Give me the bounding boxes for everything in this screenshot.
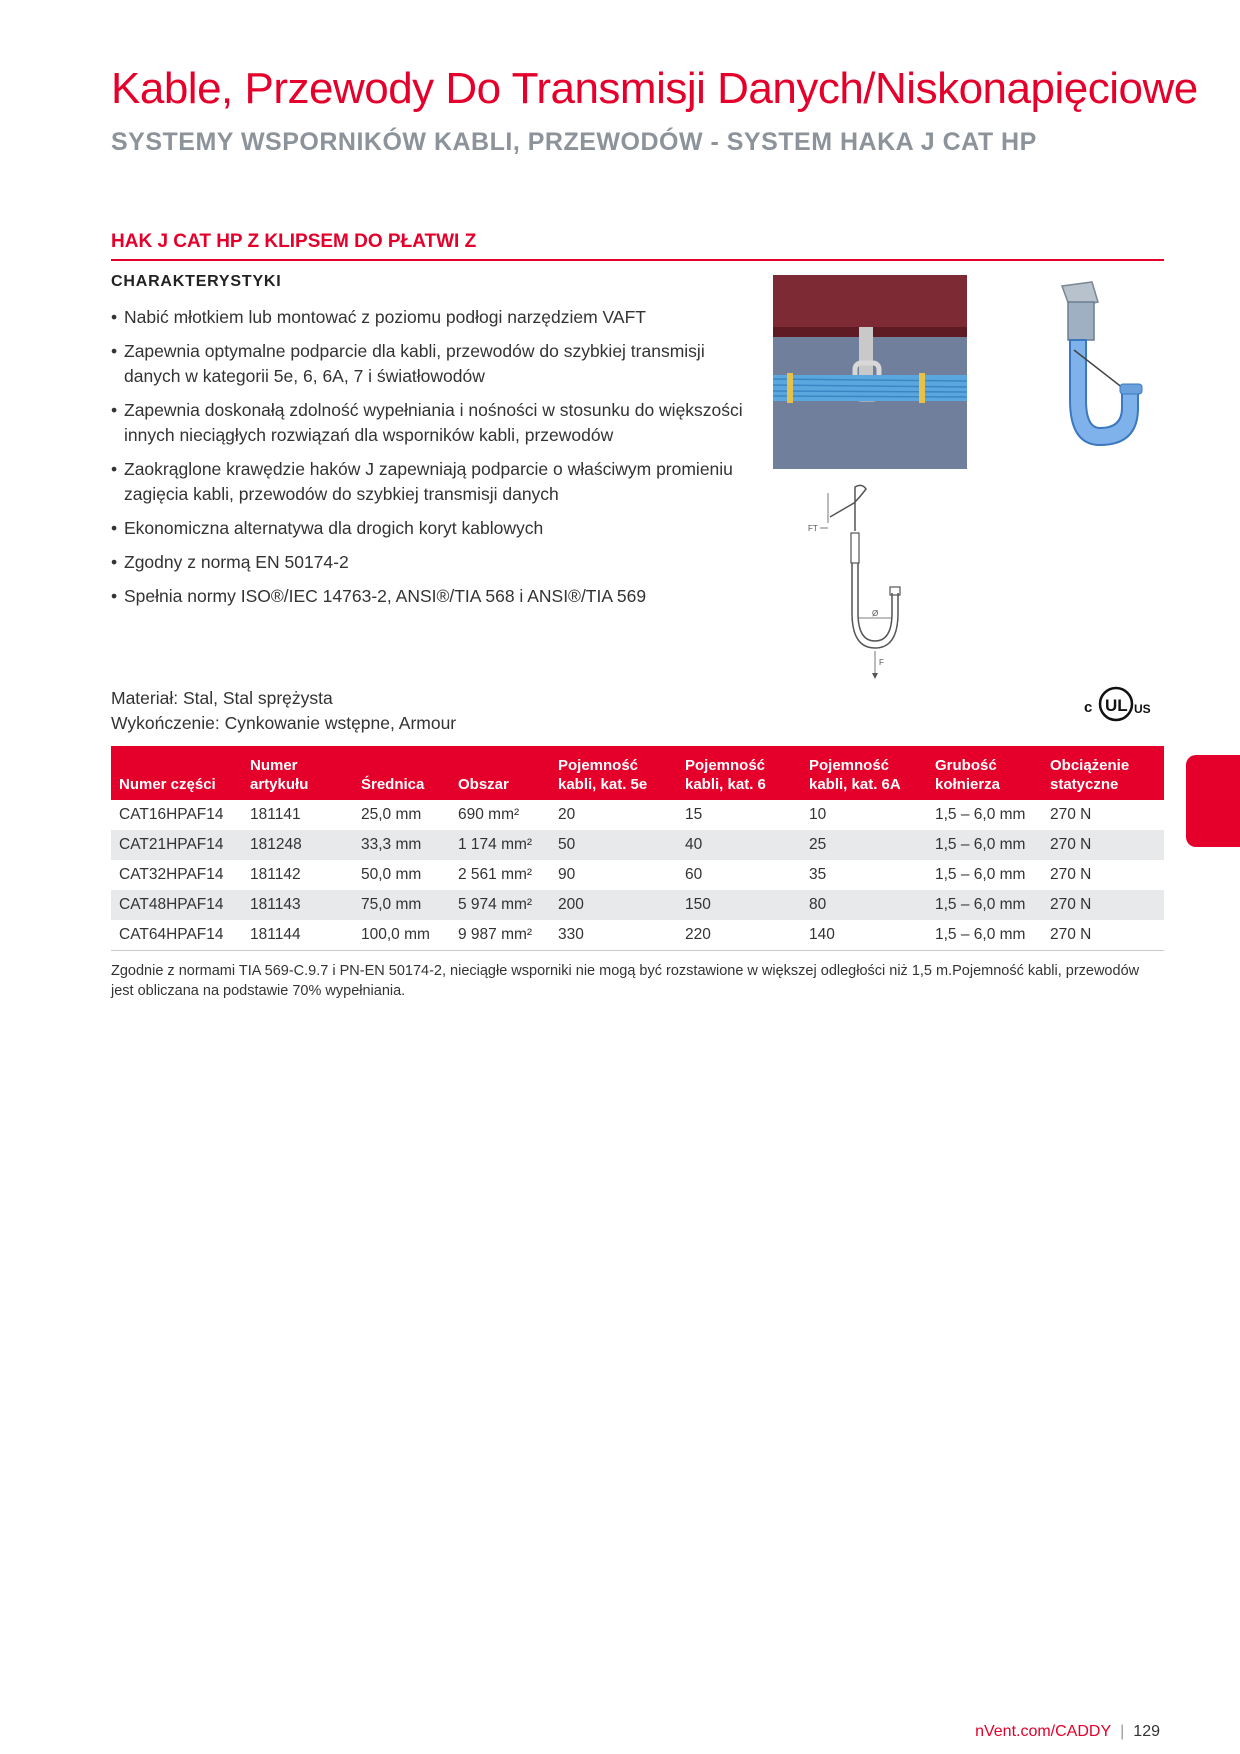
ft-label: FT bbox=[808, 524, 818, 533]
table-header-row bbox=[111, 746, 1164, 800]
footer-separator: | bbox=[1120, 1723, 1125, 1740]
header-capacity-cat6a: Pojemność kabli, kat. 6A bbox=[801, 746, 927, 800]
diameter-cell: 25,0 mm bbox=[361, 806, 422, 823]
static-load-cell: 270 N bbox=[1042, 890, 1164, 920]
article-number-cell: 181141 bbox=[250, 806, 301, 823]
header-diameter: Średnica bbox=[353, 746, 450, 800]
part-number-cell: CAT48HPAF14 bbox=[111, 890, 242, 920]
capacity-cat6-cell: 220 bbox=[677, 920, 801, 951]
flange-thickness-cell: 1,5 – 6,0 mm bbox=[935, 866, 1026, 883]
features-heading: CHARAKTERYSTYKI bbox=[111, 273, 282, 290]
bullet-icon: • bbox=[111, 518, 118, 538]
ul-us-text: US bbox=[1134, 702, 1151, 716]
capacity-cat5e-cell: 200 bbox=[550, 890, 677, 920]
j-hook-product-image bbox=[1040, 280, 1150, 460]
area-cell: 5 974 mm² bbox=[450, 890, 550, 920]
feature-text: Zapewnia optymalne podparcie dla kabli, przewodów do szybkiej transmisji danych w kategorii 5e, 6, 6A, 7 i światłowodów bbox=[124, 341, 705, 386]
page-subtitle: SYSTEMY WSPORNIKÓW KABLI, PRZEWODÓW - SYSTEM HAKA J CAT HP bbox=[111, 128, 1037, 156]
part-number-cell: CAT64HPAF14 bbox=[111, 920, 242, 951]
table-footnote: Zgodnie z normami TIA 569-C.9.7 i PN-EN 50174-2, nieciągłe wsporniki nie mogą być rozstawione w większej odległości niż 1,5 m.Pojemność kabli, przewodów jest obliczana na podstawie 70% wypełniania. bbox=[111, 963, 1140, 999]
part-number-cell: CAT21HPAF14 bbox=[111, 830, 242, 860]
flange-thickness-cell: 1,5 – 6,0 mm bbox=[927, 830, 1042, 860]
technical-drawing bbox=[800, 483, 910, 683]
capacity-cat5e-cell: 20 bbox=[558, 806, 576, 823]
table-row bbox=[111, 800, 1164, 830]
feature-item bbox=[111, 550, 756, 575]
page-title: Kable, Przewody Do Transmisji Danych/Niskonapięciowe bbox=[111, 64, 1198, 113]
capacity-cat6a-cell: 10 bbox=[809, 806, 827, 823]
article-number-cell: 181248 bbox=[242, 830, 353, 860]
feature-text: Nabić młotkiem lub montować z poziomu podłogi narzędziem VAFT bbox=[124, 307, 646, 327]
feature-text: Zaokrąglone krawędzie haków J zapewniają podparcie o właściwym promieniu zagięcia kabli, przewodów do szybkiej transmisji danych bbox=[124, 459, 733, 504]
capacity-cat6-cell: 60 bbox=[685, 866, 703, 883]
feature-text: Ekonomiczna alternatywa dla drogich koryt kablowych bbox=[124, 518, 544, 538]
feature-text: Zapewnia doskonałą zdolność wypełniania i nośności w stosunku do większości innych nieciągłych rozwiązań dla wsporników kabli, przewodów bbox=[124, 400, 743, 445]
capacity-cat6a-cell: 25 bbox=[801, 830, 927, 860]
capacity-cat6a-cell: 140 bbox=[801, 920, 927, 951]
header-capacity-cat5e: Pojemność kabli, kat. 5e bbox=[550, 746, 677, 800]
bullet-icon: • bbox=[111, 586, 118, 606]
diameter-cell: 50,0 mm bbox=[361, 866, 422, 883]
article-number-cell: 181143 bbox=[242, 890, 353, 920]
feature-item bbox=[111, 457, 756, 507]
area-cell: 9 987 mm² bbox=[450, 920, 550, 951]
force-label: F bbox=[879, 658, 884, 667]
diameter-cell: 33,3 mm bbox=[353, 830, 450, 860]
bullet-icon: • bbox=[111, 459, 118, 479]
article-number-cell: 181144 bbox=[242, 920, 353, 951]
capacity-cat6a-cell: 35 bbox=[809, 866, 827, 883]
feature-item bbox=[111, 305, 756, 330]
finish-text: Wykończenie: Cynkowanie wstępne, Armour bbox=[111, 713, 457, 733]
material-info bbox=[111, 686, 456, 736]
specifications-table bbox=[111, 746, 1164, 951]
area-cell: 690 mm² bbox=[458, 806, 520, 823]
article-number-cell: 181142 bbox=[250, 866, 301, 883]
capacity-cat5e-cell: 50 bbox=[550, 830, 677, 860]
area-cell: 2 561 mm² bbox=[458, 866, 533, 883]
bullet-icon: • bbox=[111, 552, 118, 572]
feature-text: Zgodny z normą EN 50174-2 bbox=[124, 552, 349, 572]
footer-website-link[interactable]: nVent.com/CADDY bbox=[975, 1723, 1112, 1740]
capacity-cat5e-cell: 90 bbox=[558, 866, 576, 883]
feature-text: Spełnia normy ISO®/IEC 14763-2, ANSI®/TIA 568 i ANSI®/TIA 569 bbox=[124, 586, 647, 606]
capacity-cat6a-cell: 80 bbox=[801, 890, 927, 920]
capacity-cat6-cell: 40 bbox=[677, 830, 801, 860]
features-list bbox=[111, 305, 756, 618]
table-row bbox=[111, 890, 1164, 920]
header-article-number: Numer artykułu bbox=[242, 746, 353, 800]
product-section-title: HAK J CAT HP Z KLIPSEM DO PŁATWI Z bbox=[111, 231, 1164, 261]
feature-item bbox=[111, 398, 756, 448]
bullet-icon: • bbox=[111, 400, 118, 420]
static-load-cell: 270 N bbox=[1050, 806, 1092, 823]
flange-thickness-cell: 1,5 – 6,0 mm bbox=[927, 890, 1042, 920]
part-number-cell: CAT32HPAF14 bbox=[119, 866, 224, 883]
installation-photo bbox=[773, 275, 967, 469]
diameter-cell: 75,0 mm bbox=[353, 890, 450, 920]
feature-item bbox=[111, 584, 756, 609]
page-footer bbox=[975, 1723, 1160, 1741]
static-load-cell: 270 N bbox=[1042, 830, 1164, 860]
bullet-icon: • bbox=[111, 341, 118, 361]
capacity-cat6-cell: 15 bbox=[685, 806, 703, 823]
table-row bbox=[111, 920, 1164, 951]
static-load-cell: 270 N bbox=[1050, 866, 1092, 883]
feature-item bbox=[111, 516, 756, 541]
ul-c-text: c bbox=[1084, 699, 1093, 716]
part-number-cell: CAT16HPAF14 bbox=[119, 806, 224, 823]
flange-thickness-cell: 1,5 – 6,0 mm bbox=[935, 806, 1026, 823]
ul-mark-text: UL bbox=[1105, 696, 1128, 715]
feature-item bbox=[111, 339, 756, 389]
diameter-cell: 100,0 mm bbox=[353, 920, 450, 951]
capacity-cat5e-cell: 330 bbox=[550, 920, 677, 951]
header-capacity-cat6: Pojemność kabli, kat. 6 bbox=[677, 746, 801, 800]
header-static-load: Obciążenie statyczne bbox=[1042, 746, 1164, 800]
header-part-number: Numer części bbox=[111, 746, 242, 800]
header-area: Obszar bbox=[450, 746, 550, 800]
capacity-cat6-cell: 150 bbox=[677, 890, 801, 920]
ul-certification-logo bbox=[1082, 682, 1154, 726]
diameter-label: Ø bbox=[872, 609, 879, 618]
flange-thickness-cell: 1,5 – 6,0 mm bbox=[927, 920, 1042, 951]
bullet-icon: • bbox=[111, 307, 118, 327]
section-index-tab bbox=[1186, 755, 1240, 847]
header-flange-thickness: Grubość kołnierza bbox=[927, 746, 1042, 800]
table-row bbox=[111, 860, 1164, 890]
page-number: 129 bbox=[1133, 1723, 1160, 1740]
table-row bbox=[111, 830, 1164, 860]
material-text: Materiał: Stal, Stal sprężysta bbox=[111, 688, 333, 708]
static-load-cell: 270 N bbox=[1042, 920, 1164, 951]
area-cell: 1 174 mm² bbox=[450, 830, 550, 860]
